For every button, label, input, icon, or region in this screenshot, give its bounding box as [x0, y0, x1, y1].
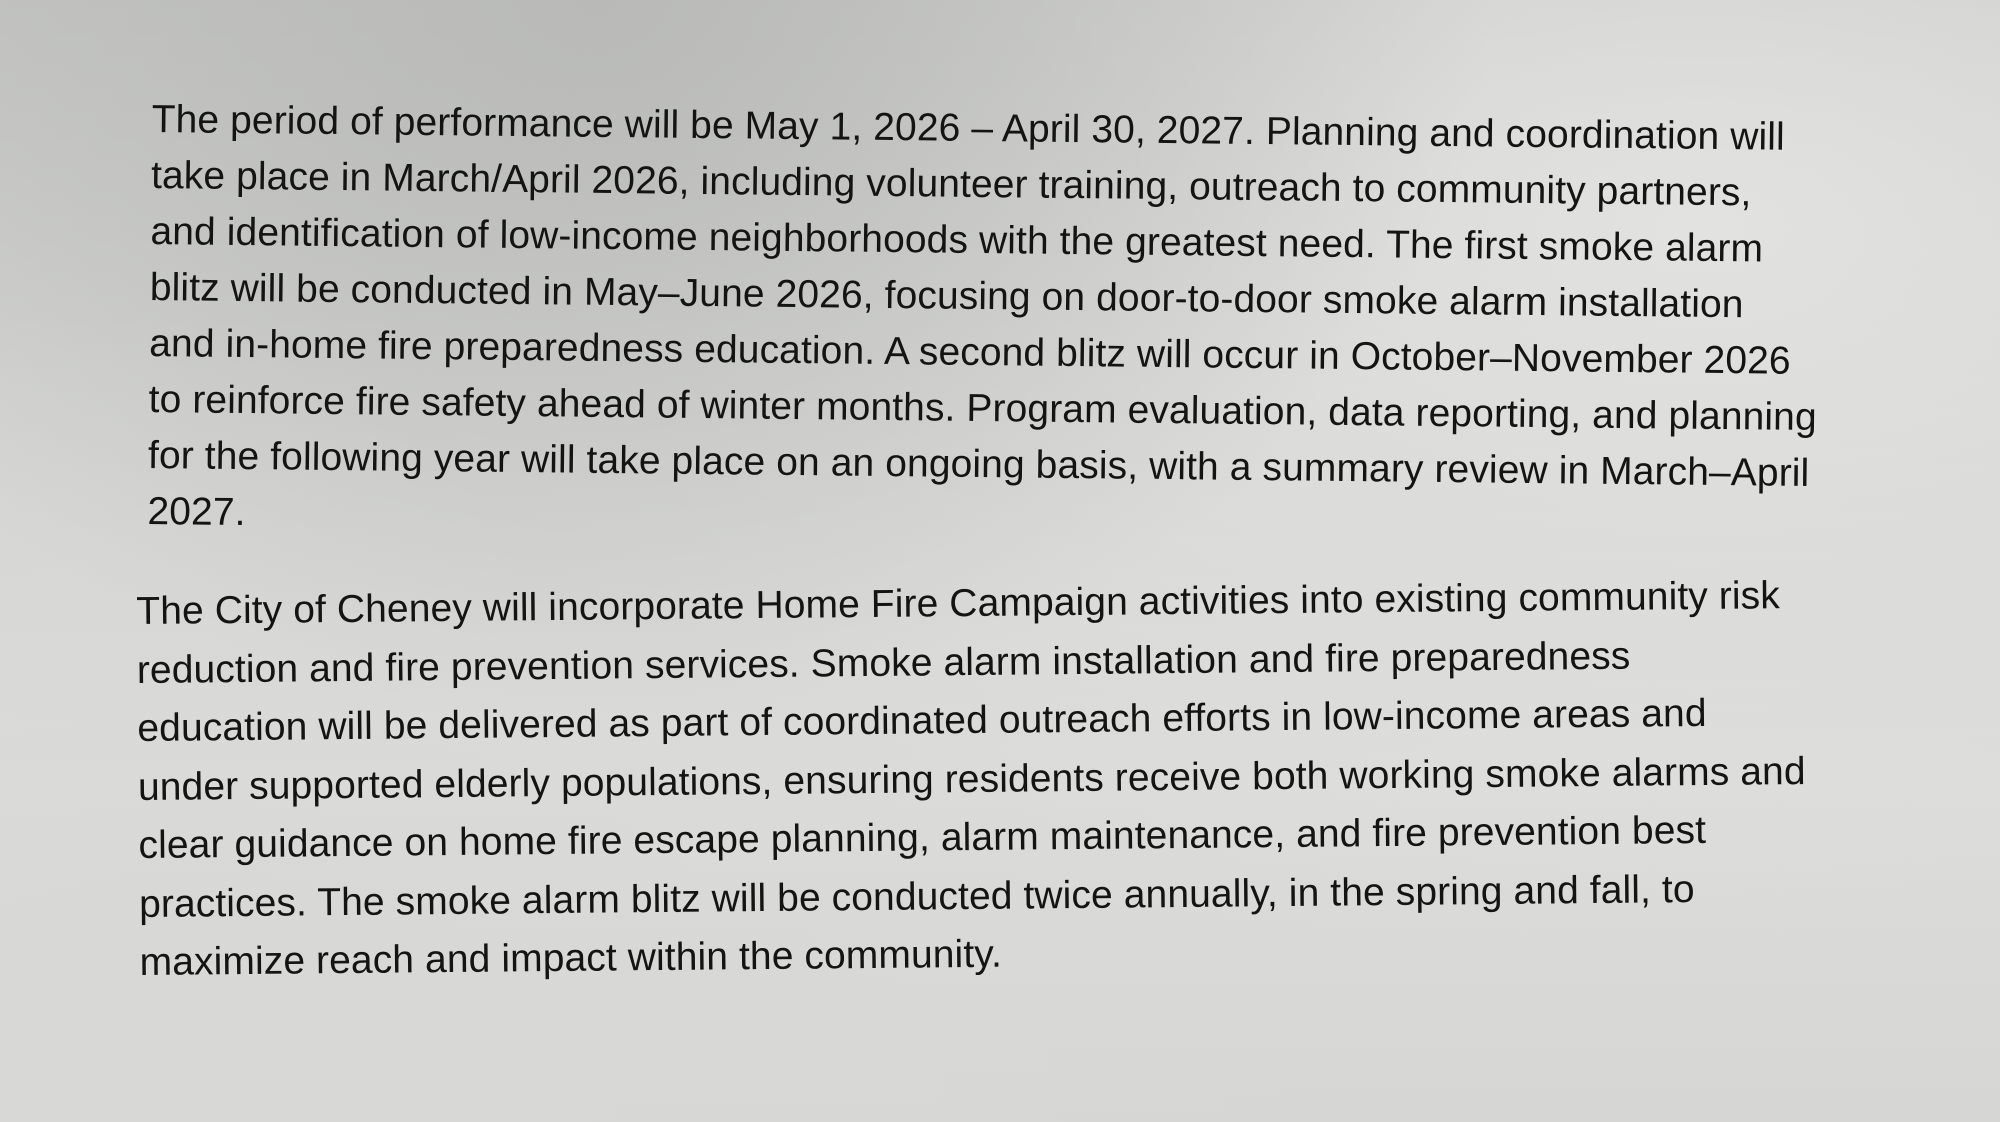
paragraph-line: take place in March/April 2026, including volunteer training, outreach to community partners,	[150, 153, 1752, 215]
paragraph-line: The period of performance will be May 1, 2026 – April 30, 2027. Planning and coordination will	[151, 97, 1786, 159]
paragraph-line: practices. The smoke alarm blitz will be conducted twice annually, in the spring and fall, to	[138, 867, 1695, 926]
paragraph-line: and identification of low-income neighborhoods with the greatest need. The first smoke alarm	[150, 209, 1764, 271]
paragraph-home-fire-campaign	[136, 567, 1808, 992]
paragraph-line: education will be delivered as part of coordinated outreach efforts in low-income areas and	[137, 691, 1707, 750]
paragraph-line: for the following year will take place on an ongoing basis, with a summary review in March–April	[147, 433, 1810, 495]
paragraph-period-of-performance	[147, 92, 1820, 558]
paragraph-line: reduction and fire prevention services. Smoke alarm installation and fire preparedness	[136, 634, 1631, 692]
paragraph-line: to reinforce fire safety ahead of winter months. Program evaluation, data reporting, and planning	[148, 377, 1817, 440]
paragraph-line: under supported elderly populations, ensuring residents receive both working smoke alarms and	[137, 749, 1806, 809]
paragraph-line: maximize reach and impact within the community.	[139, 932, 1003, 984]
paragraph-line: and in-home fire preparedness education. A second blitz will occur in October–November 2026	[149, 321, 1791, 383]
paragraph-line: The City of Cheney will incorporate Home Fire Campaign activities into existing community risk	[136, 574, 1781, 633]
paragraph-line: 2027.	[147, 489, 246, 535]
paragraph-line: blitz will be conducted in May–June 2026, focusing on door-to-door smoke alarm installation	[149, 265, 1744, 327]
paragraph-line: clear guidance on home fire escape planning, alarm maintenance, and fire prevention best	[138, 808, 1707, 867]
